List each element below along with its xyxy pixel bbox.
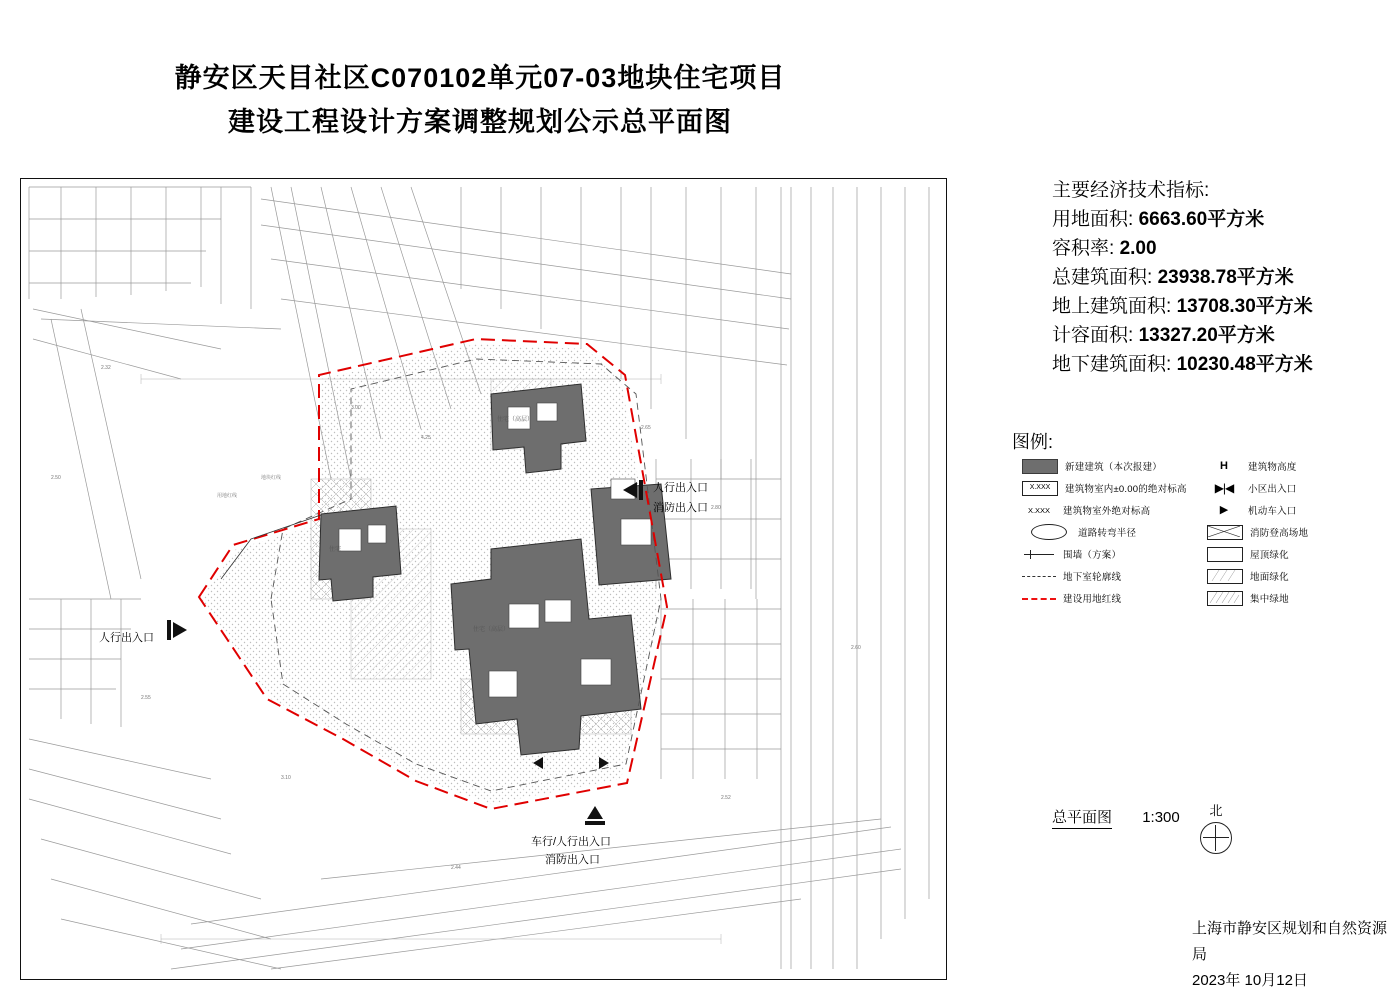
scale-block: [1052, 806, 1180, 827]
legend-label-roof-green: 屋顶绿化: [1250, 550, 1289, 561]
legend-label-basement-outline: 地下室轮廓线: [1063, 572, 1122, 583]
legend-label-central-green: 集中绿地: [1250, 594, 1289, 605]
legend-heading: 图例:: [1012, 432, 1054, 452]
legend-label-fence: 围墙（方案）: [1063, 550, 1122, 561]
svg-text:住宅（高层）: 住宅（高层）: [473, 627, 510, 633]
height-mark-icon: H: [1220, 459, 1228, 472]
svg-text:住宅（高层）: 住宅（高层）: [497, 417, 534, 423]
north-circle-icon: [1200, 822, 1232, 854]
footer-authority: 上海市静安区规划和自然资源局: [1192, 920, 1388, 963]
map-label-south-vehicle-entrance: 车行/人行出入口: [531, 836, 612, 848]
title-line-2: 建设工程设计方案调整规划公示总平面图: [228, 107, 732, 137]
site-plan-drawing[interactable]: [20, 178, 947, 980]
roof-green-icon: [1207, 547, 1243, 562]
legend-column-left: [1022, 455, 1222, 609]
svg-text:用地红线: 用地红线: [217, 493, 238, 499]
map-label-east-pedestrian-entrance: 人行出入口: [653, 482, 708, 494]
metric-label-far-gfa: 计容面积:: [1052, 325, 1134, 346]
legend-label-building-height: 建筑物高度: [1248, 462, 1297, 473]
legend-item-red-line: [1022, 587, 1222, 609]
legend-label-red-line: 建设用地红线: [1063, 594, 1122, 605]
map-label-south-fire-entrance: 消防出入口: [545, 854, 600, 866]
title-block: [0, 56, 960, 144]
legend-item-ground-green: [1207, 565, 1387, 587]
legend-item-outdoor-elevation: [1022, 499, 1222, 521]
legend-label-turning-radius: 道路转弯半径: [1078, 528, 1137, 539]
legend-label-ground-green: 地面绿化: [1250, 572, 1289, 583]
metric-label-above-ground-gfa: 地上建筑面积:: [1052, 296, 1172, 317]
footer-date: 2023年 10月12日: [1192, 972, 1308, 989]
svg-text:2.80: 2.80: [711, 505, 721, 511]
metric-value-underground-gfa: 10230.48平方米: [1176, 354, 1313, 375]
legend-item-community-entrance: [1207, 477, 1387, 499]
svg-text:2.65: 2.65: [641, 425, 651, 431]
legend-label-outdoor-elevation: 建筑物室外绝对标高: [1063, 506, 1151, 517]
legend-item-fire-access: [1207, 521, 1387, 543]
legend-panel: [1022, 455, 1382, 635]
metric-label-underground-gfa: 地下建筑面积:: [1052, 354, 1172, 375]
svg-text:2.32: 2.32: [101, 365, 111, 371]
scale-value: 1:300: [1142, 809, 1180, 826]
svg-text:3.10: 3.10: [281, 775, 291, 781]
metric-row-site-area: [1052, 205, 1382, 234]
legend-label-community-entrance: 小区出入口: [1248, 484, 1297, 495]
metric-row-far: [1052, 234, 1382, 263]
svg-text:2.44: 2.44: [451, 865, 461, 871]
svg-text:住宅: 住宅: [329, 547, 342, 553]
hatch-cross-icon: [1207, 525, 1243, 540]
dashed-line-icon: [1022, 570, 1056, 583]
svg-text:2.55: 2.55: [141, 695, 151, 701]
svg-text:2.50: 2.50: [51, 475, 61, 481]
legend-label-vehicle-entrance: 机动车入口: [1248, 506, 1297, 517]
central-green-icon: [1207, 591, 1243, 606]
footer-block: [1192, 916, 1400, 994]
scale-label: 总平面图: [1052, 809, 1112, 829]
legend-label-fire-access: 消防登高场地: [1250, 528, 1309, 539]
metric-value-far-gfa: 13327.20平方米: [1138, 325, 1275, 346]
metric-value-above-ground-gfa: 13708.30平方米: [1176, 296, 1313, 317]
north-arrow: [1196, 800, 1236, 854]
gate-icon: ▶|◀: [1214, 480, 1234, 495]
svg-text:2.60: 2.60: [851, 645, 861, 651]
svg-text:2.52: 2.52: [721, 795, 731, 801]
metric-row-underground-gfa: [1052, 350, 1382, 379]
legend-item-building-height: [1207, 455, 1387, 477]
key-metrics-panel: [1052, 176, 1382, 379]
legend-label-indoor-elevation: 建筑物室内±0.00的绝对标高: [1065, 484, 1187, 495]
north-label: 北: [1209, 803, 1223, 818]
elevation-box-icon: X.XXX: [1022, 481, 1058, 496]
ground-green-icon: [1207, 569, 1243, 584]
triangle-icon: ▶: [1219, 503, 1229, 516]
legend-item-vehicle-entrance: [1207, 499, 1387, 521]
svg-text:4.25: 4.25: [421, 435, 431, 441]
metric-label-far: 容积率:: [1052, 238, 1115, 259]
svg-text:地块红线: 地块红线: [261, 475, 282, 481]
legend-label-new-building: 新建建筑（本次报建）: [1065, 462, 1163, 473]
filled-rect-icon: [1022, 459, 1058, 474]
title-line-1: 静安区天目社区C070102单元07-03地块住宅项目: [174, 63, 786, 93]
metric-label-total-gfa: 总建筑面积:: [1052, 267, 1153, 288]
legend-item-new-building: [1022, 455, 1222, 477]
svg-text:3.00: 3.00: [351, 405, 361, 411]
legend-column-right: [1207, 455, 1387, 609]
metric-row-total-gfa: [1052, 263, 1382, 292]
map-label-east-fire-entrance: 消防出入口: [653, 502, 708, 514]
circle-radius-icon: [1031, 524, 1067, 540]
legend-item-turning-radius: [1022, 521, 1222, 543]
metric-value-site-area: 6663.60平方米: [1138, 209, 1265, 230]
map-label-west-entrance: 人行出入口: [99, 632, 154, 644]
fence-line-icon: [1022, 548, 1056, 561]
legend-item-basement-outline: [1022, 565, 1222, 587]
metric-row-far-gfa: [1052, 321, 1382, 350]
metrics-heading: 主要经济技术指标:: [1052, 180, 1210, 201]
legend-item-roof-green: [1207, 543, 1387, 565]
red-dashed-line-icon: [1022, 592, 1056, 605]
legend-item-indoor-elevation: [1022, 477, 1222, 499]
metric-label-site-area: 用地面积:: [1052, 209, 1134, 230]
elevation-text-icon: X.XXX: [1027, 505, 1051, 515]
legend-item-central-green: [1207, 587, 1387, 609]
metric-value-total-gfa: 23938.78平方米: [1157, 267, 1294, 288]
legend-item-fence: [1022, 543, 1222, 565]
metric-row-above-ground-gfa: [1052, 292, 1382, 321]
metric-value-far: 2.00: [1119, 238, 1157, 259]
site-plan-svg: [21, 179, 946, 979]
